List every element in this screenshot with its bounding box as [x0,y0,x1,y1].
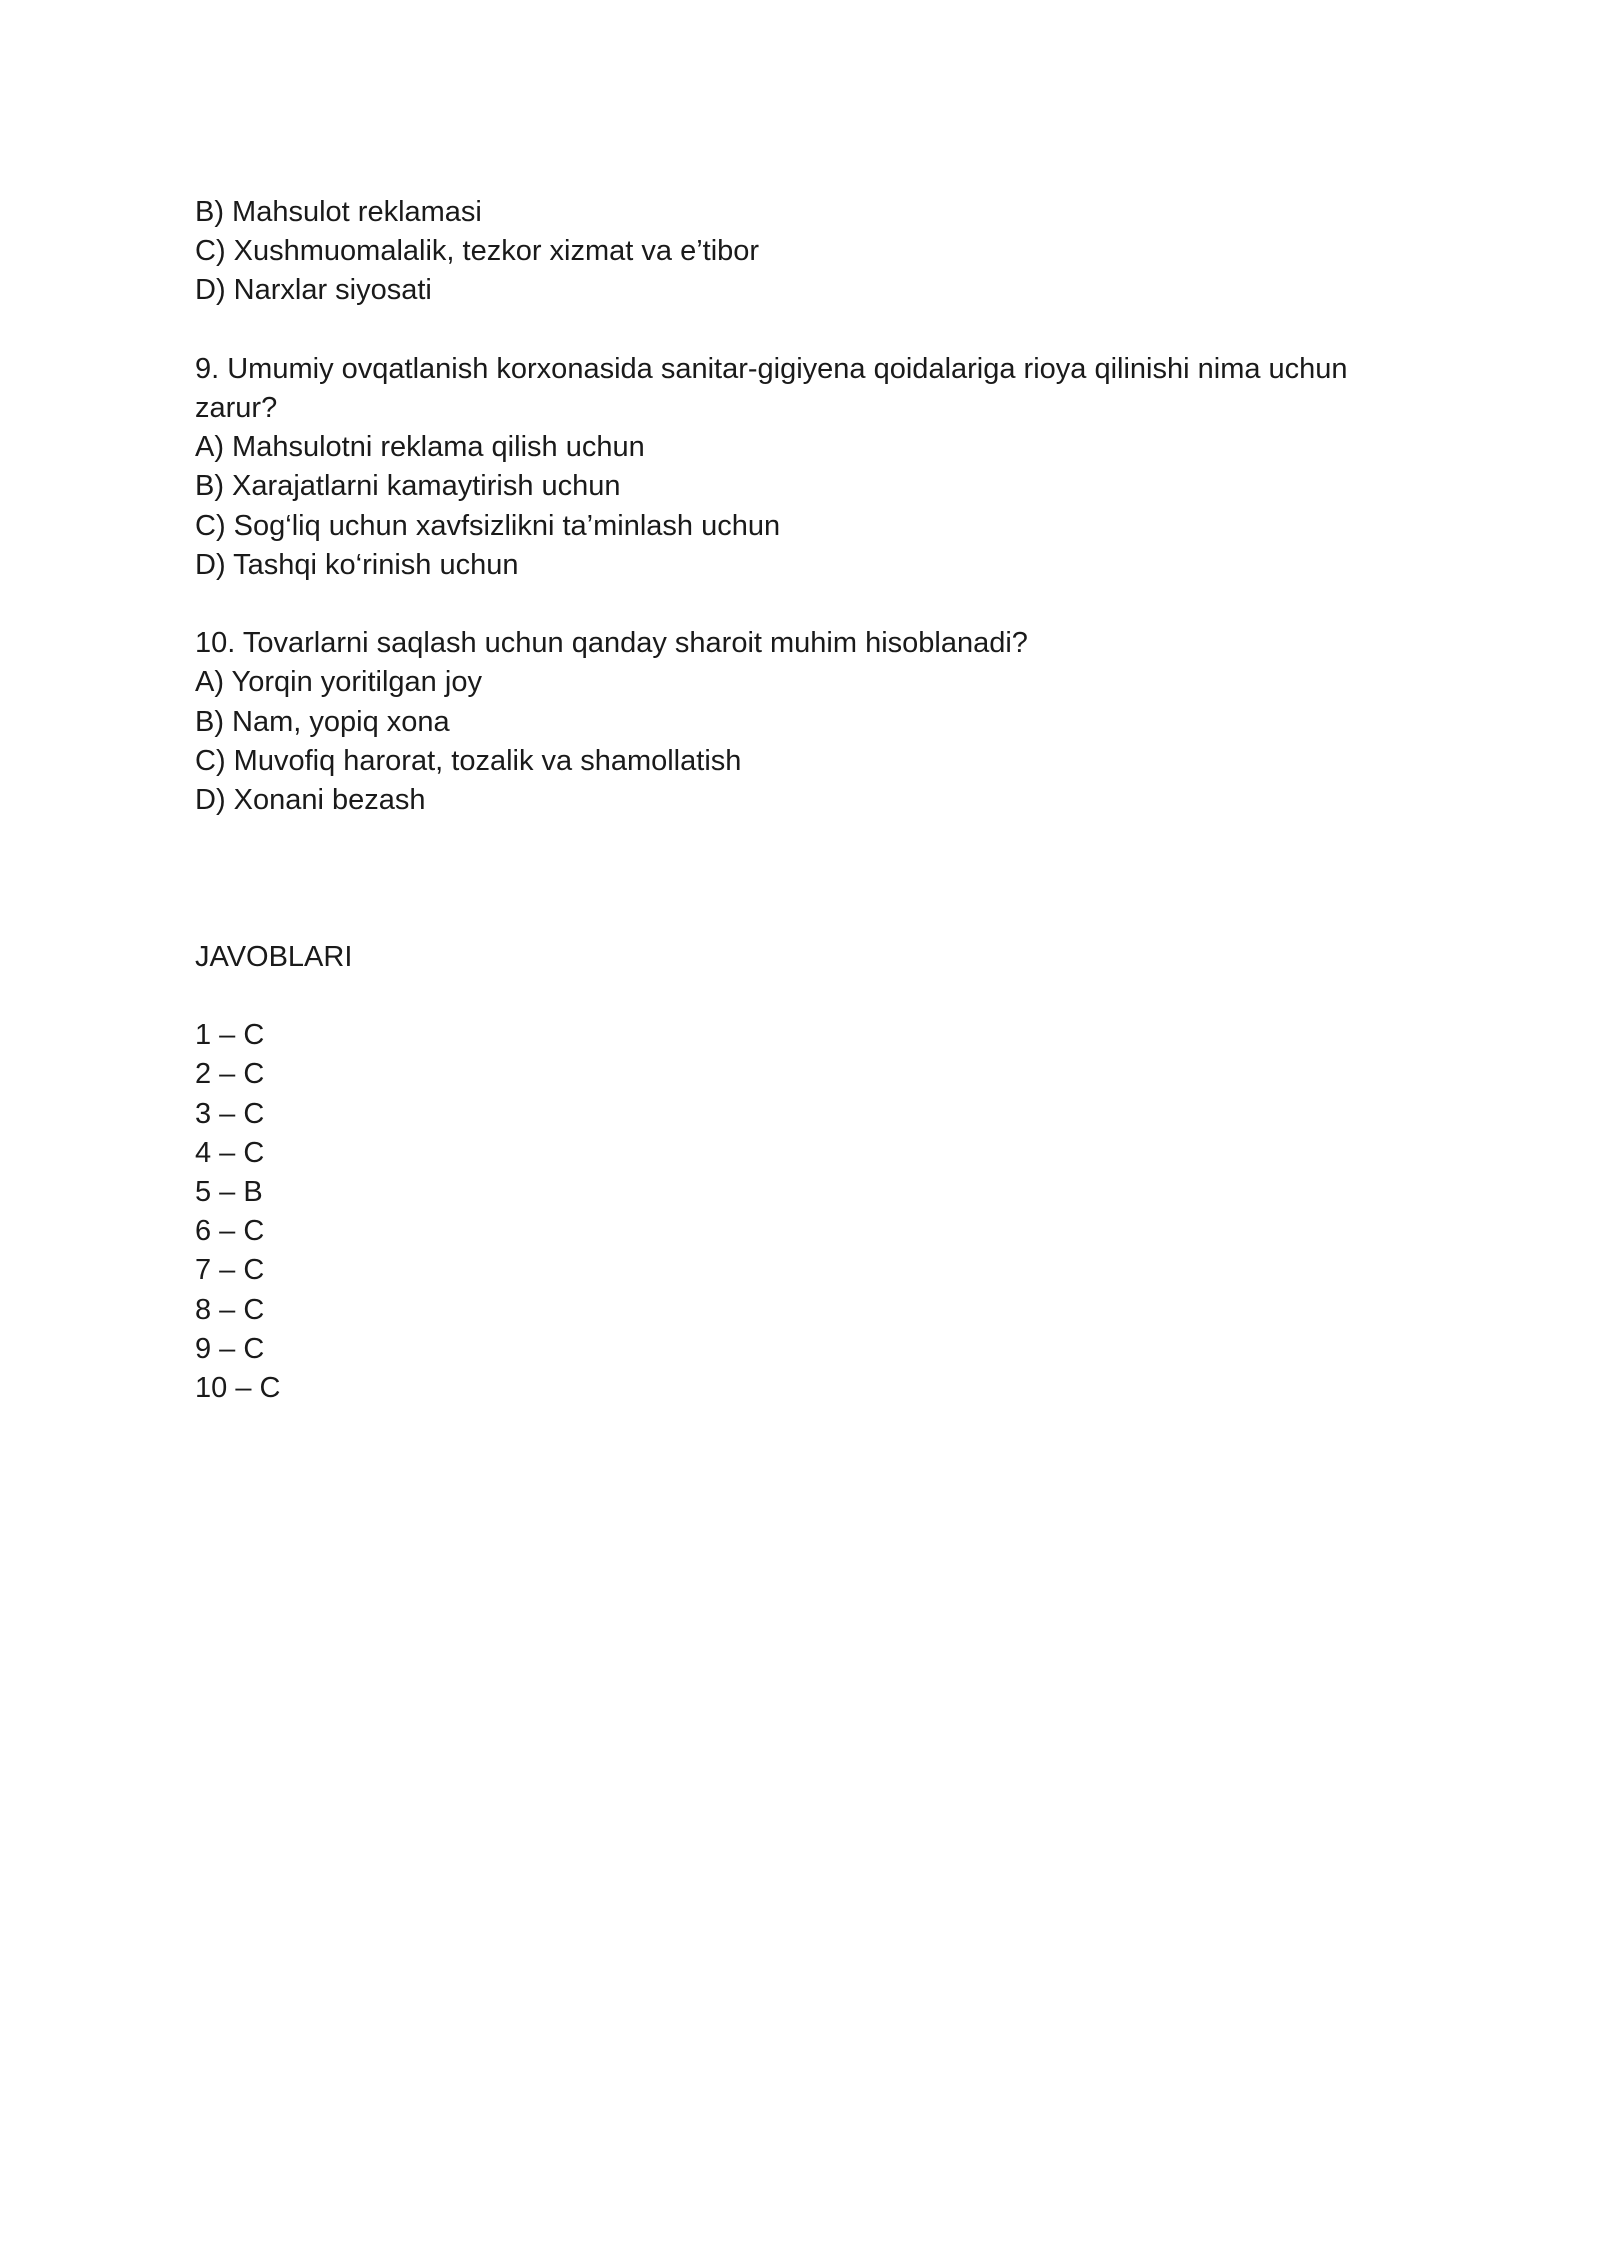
answer-item: 10 – C [195,1372,281,1405]
q8-option-b: B) Mahsulot reklamasi [195,196,482,228]
answer-item: 2 – C [195,1058,265,1091]
q9-question-text: 9. Umumiy ovqatlanish korxonasida sanitar-gigiyena qoidalariga rioya qilinishi nima uchun zarur? [195,352,1348,424]
q10-question-text: 10. Tovarlarni saqlash uchun qanday sharoit muhim hisoblanadi? [195,627,1028,660]
question-8-options [195,193,1415,311]
q9-option-d: D) Tashqi ko‘rinish uchun [195,548,519,581]
q8-option-c: C) Xushmuomalalik, tezkor xizmat va e’tibor [195,235,760,268]
q10-option-c: C) Muvofiq harorat, tozalik va shamollatish [195,744,742,777]
q10-option-b: B) Nam, yopiq xona [195,705,450,738]
answer-item: 6 – C [195,1215,265,1248]
q10-option-d: D) Xonani bezash [195,784,426,817]
q9-option-c: C) Sog‘liq uchun xavfsizlikni ta’minlash uchun [195,509,781,542]
answers-list [195,1016,1415,1408]
q8-option-d: D) Narxlar siyosati [195,274,432,307]
question-9 [195,350,1415,585]
answers-heading: JAVOBLARI [195,940,353,973]
answer-item: 8 – C [195,1293,265,1326]
answer-item: 5 – B [195,1176,263,1209]
q9-option-a: A) Mahsulotni reklama qilish uchun [195,431,645,464]
page-content [195,193,1415,1408]
q9-option-b: B) Xarajatlarni kamaytirish uchun [195,470,621,503]
question-10 [195,624,1415,820]
q10-option-a: A) Yorqin yoritilgan joy [195,666,482,699]
section-spacer [195,820,1415,938]
answers-heading-block [195,938,1415,977]
answer-item: 4 – C [195,1136,265,1169]
answer-item: 1 – C [195,1019,265,1052]
answer-item: 7 – C [195,1254,265,1287]
answer-item: 3 – C [195,1097,265,1130]
answer-item: 9 – C [195,1332,265,1365]
